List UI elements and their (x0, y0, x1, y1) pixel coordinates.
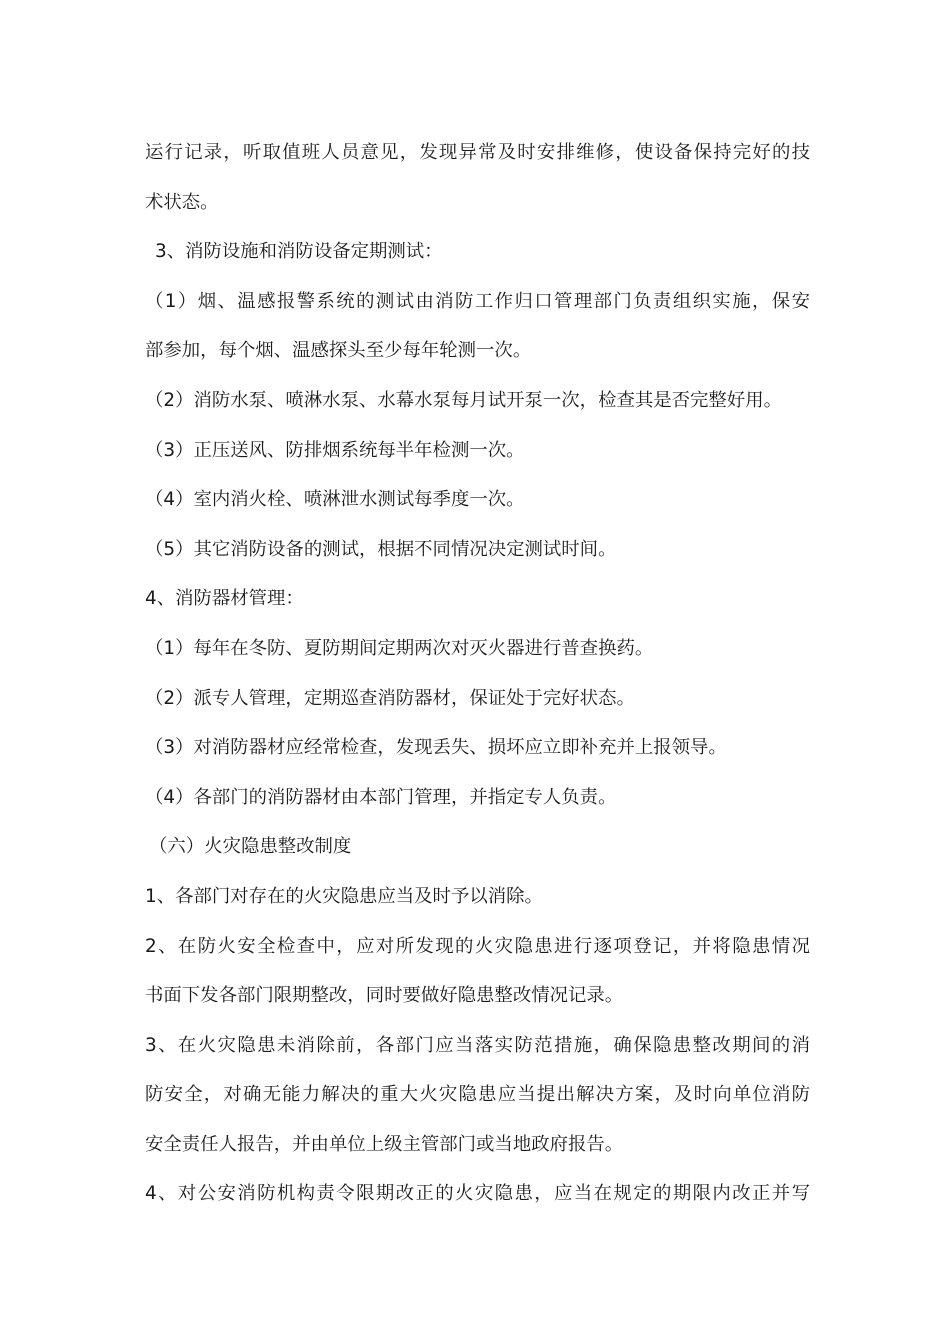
text-line: 书面下发各部门限期整改，同时要做好隐患整改情况记录。 (145, 985, 624, 1007)
list-item: （3）正压送风、防排烟系统每半年检测一次。 (145, 439, 525, 461)
list-item: （3）对消防器材应经常检查，发现丢失、损坏应立即补充并上报领导。 (145, 737, 727, 759)
text-line: 3、在火灾隐患未消除前，各部门应当落实防范措施，确保隐患整改期间的消 (145, 1034, 810, 1056)
text-line: （1）烟、温感报警系统的测试由消防工作归口管理部门负责组织实施，保安 (145, 290, 810, 312)
text-line: 防安全，对确无能力解决的重大火灾隐患应当提出解决方案，及时向单位消防 (145, 1084, 810, 1106)
section-heading: 4、消防器材管理： (145, 588, 304, 610)
text-line: 4、对公安消防机构责令限期改正的火灾隐患，应当在规定的期限内改正并写 (145, 1183, 810, 1205)
text-line: 部参加，每个烟、温感探头至少每年轮测一次。 (145, 340, 532, 362)
section-heading: 3、消防设施和消防设备定期测试： (155, 241, 443, 263)
text-line: 安全责任人报告，并由单位上级主管部门或当地政府报告。 (145, 1133, 624, 1155)
list-item: （2）消防水泵、喷淋水泵、水幕水泵每月试开泵一次，检查其是否完整好用。 (145, 389, 782, 411)
list-item: （4）各部门的消防器材由本部门管理，并指定专人负责。 (145, 786, 617, 808)
list-item: （2）派专人管理，定期巡查消防器材，保证处于完好状态。 (145, 687, 635, 709)
list-item: （4）室内消火栓、喷淋泄水测试每季度一次。 (145, 489, 525, 511)
list-item: （1）每年在冬防、夏防期间定期两次对灭火器进行普查换药。 (145, 637, 654, 659)
document-body (145, 128, 810, 1219)
text-line: 术状态。 (145, 191, 219, 213)
text-line: 2、在防火安全检查中，应对所发现的火灾隐患进行逐项登记，并将隐患情况 (145, 935, 810, 957)
list-item: （5）其它消防设备的测试，根据不同情况决定测试时间。 (145, 538, 617, 560)
list-item: 1、各部门对存在的火灾隐患应当及时予以消除。 (145, 885, 543, 907)
chapter-heading: （六）火灾隐患整改制度 (149, 836, 352, 858)
text-line: 运行记录，听取值班人员意见，发现异常及时安排维修，使设备保持完好的技 (145, 142, 810, 163)
